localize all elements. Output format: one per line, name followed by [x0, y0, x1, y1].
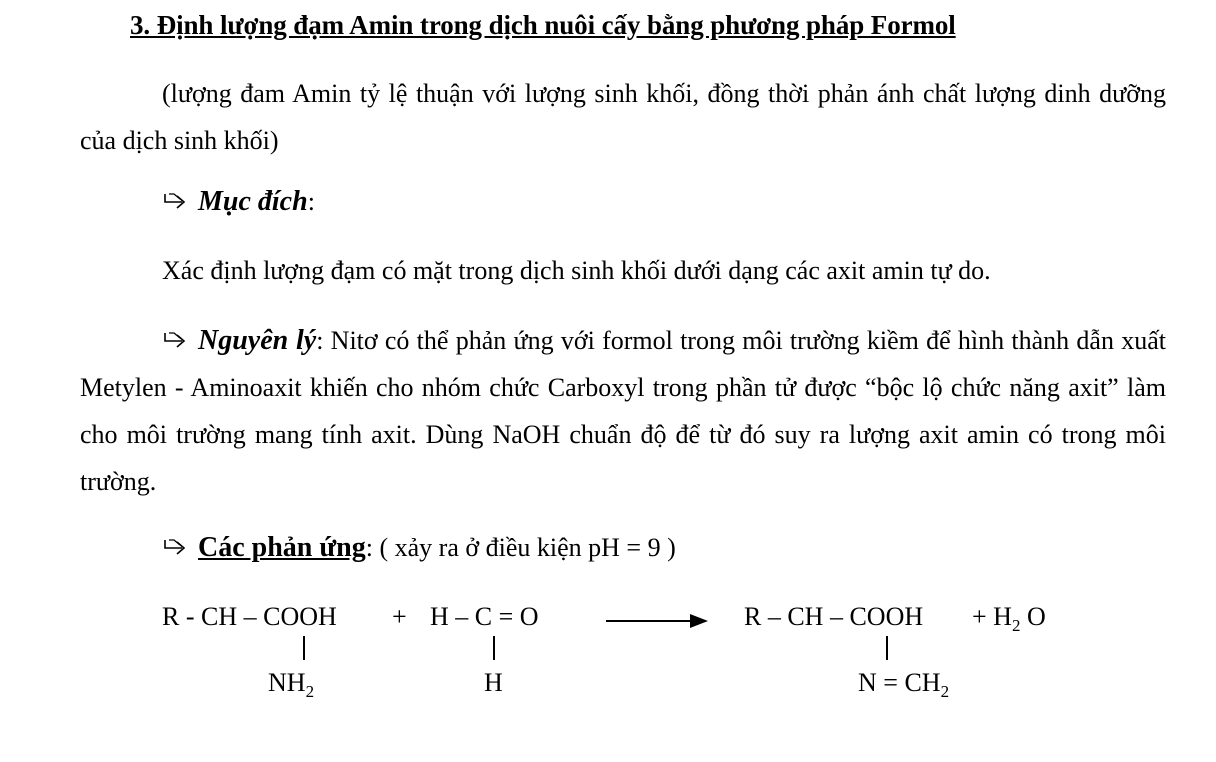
intro-paragraph: (lượng đam Amin tỷ lệ thuận với lượng sinh khối, đồng thời phản ánh chất lượng dinh dưỡng của dịch sinh khối)	[80, 79, 1166, 155]
water-prefix: + H	[972, 602, 1012, 631]
reaction-arrowhead	[690, 614, 708, 628]
amino-group-index: 2	[305, 682, 315, 701]
reactions-condition: : ( xảy ra ở điều kiện pH = 9 )	[365, 533, 676, 562]
methylene-group	[858, 668, 950, 701]
methylene-group-base: N = CH	[858, 668, 941, 697]
hook-arrow-icon	[162, 330, 190, 352]
water-index: 2	[1011, 616, 1021, 635]
product-methylene-aminoacid: R – CH – COOH	[744, 602, 924, 631]
purpose-heading	[162, 186, 315, 218]
bond-line	[493, 636, 495, 660]
reactant-amino-acid: R - CH – COOH	[162, 602, 337, 631]
principle-label: Nguyên lý	[198, 325, 317, 356]
amino-group-base: NH	[268, 668, 306, 697]
formaldehyde-hydrogen: H	[484, 668, 503, 697]
bond-line	[886, 636, 888, 660]
product-water	[972, 602, 1046, 635]
methylene-group-index: 2	[940, 682, 950, 701]
reactions-heading	[162, 532, 676, 564]
reactant-formaldehyde: H – C = O	[430, 602, 539, 631]
purpose-colon: :	[307, 187, 315, 216]
purpose-text: Xác định lượng đạm có mặt trong dịch sinh khối dưới dạng các axit amin tự do.	[162, 256, 991, 285]
reactions-label: Các phản ứng	[198, 532, 366, 563]
plus-sign: +	[392, 602, 407, 631]
hook-arrow-icon	[162, 191, 190, 213]
principle-text: : Nitơ có thể phản ứng với formol trong môi trường kiềm để hình thành dẫn xuất Metylen - Aminoaxit khiến cho nhóm chức Carboxyl trong phần tử được “bộc lộ chức năng axit” làm cho môi trường mang tính axit. Dùng NaOH chuẩn độ để từ đó suy ra lượng axit amin có trong môi trường.	[80, 326, 1166, 496]
section-title: 3. Định lượng đạm Amin trong dịch nuôi cấy bằng phương pháp Formol	[130, 10, 956, 40]
bond-line	[303, 636, 305, 660]
principle-paragraph	[80, 317, 1166, 505]
reaction-arrow	[606, 620, 692, 622]
water-tail: O	[1020, 602, 1046, 631]
purpose-label: Mục đích	[198, 186, 308, 217]
amino-group	[268, 668, 315, 701]
hook-arrow-icon	[162, 537, 190, 559]
